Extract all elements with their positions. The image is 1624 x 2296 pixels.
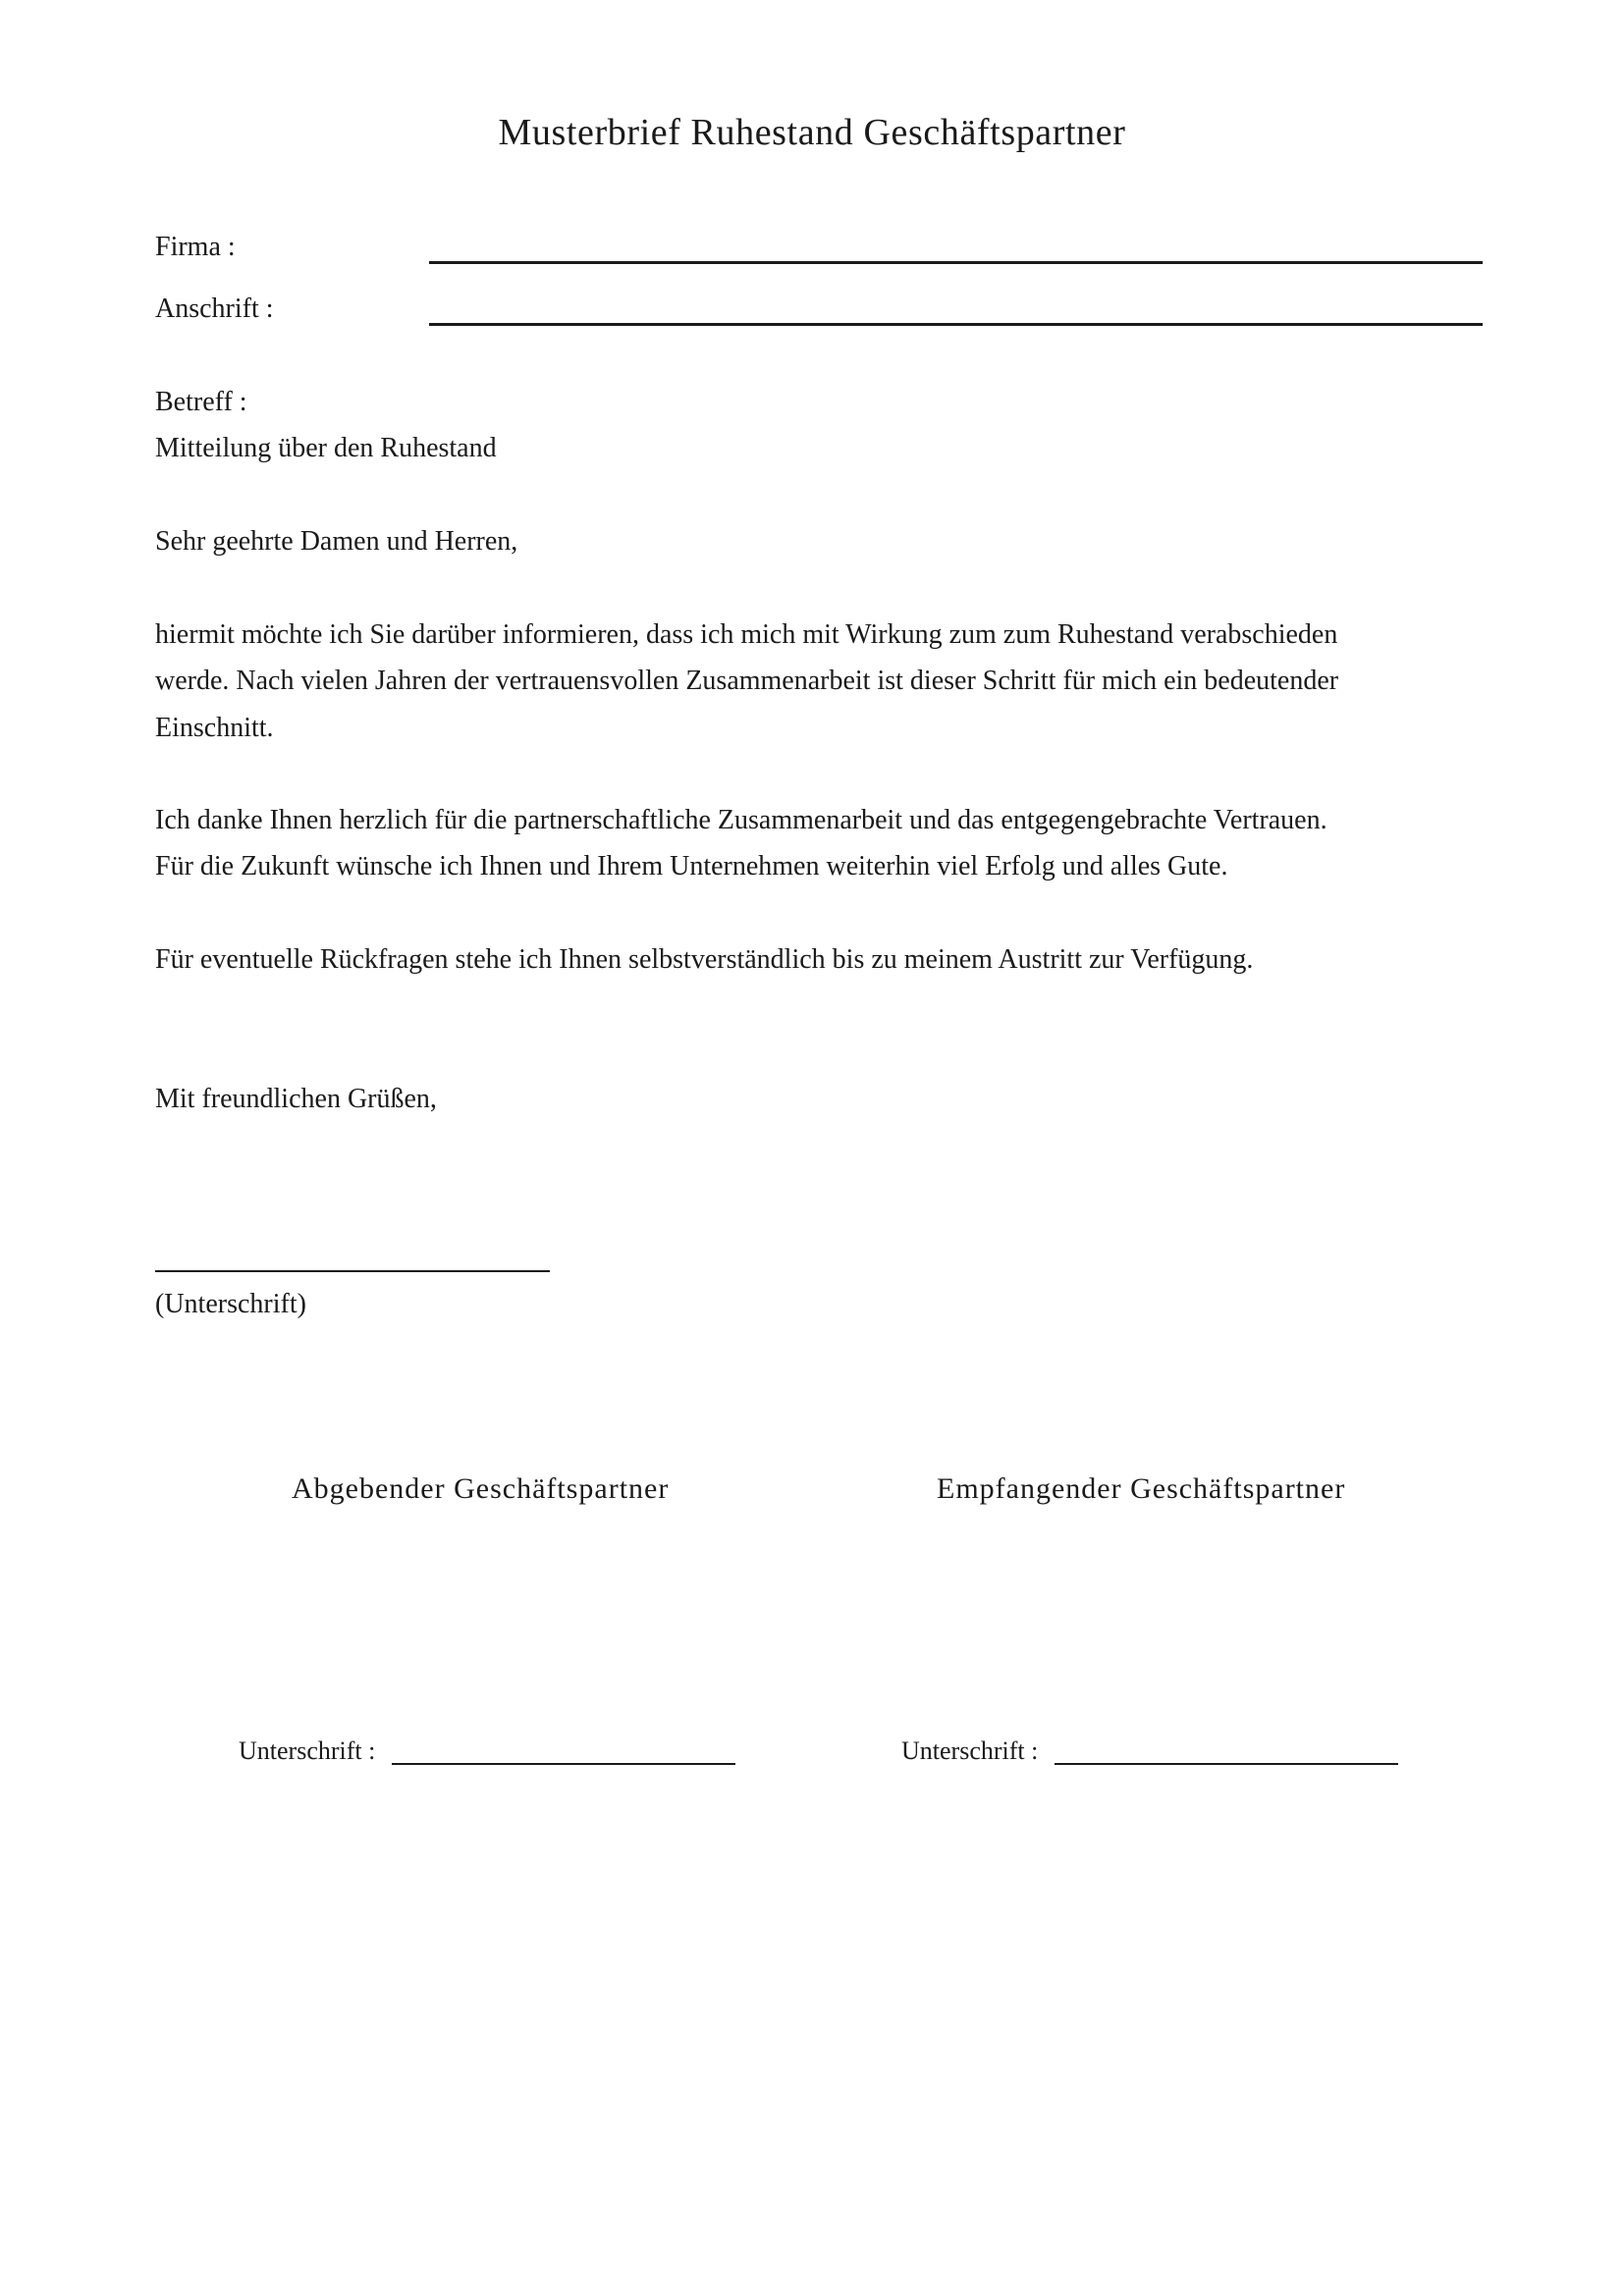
paragraph-2-line: Ich danke Ihnen herzlich für die partnerschaftliche Zusammenarbeit und das entgegengebrachte Vertrauen. xyxy=(155,805,1327,835)
salutation: Sehr geehrte Damen und Herren, xyxy=(155,526,518,557)
right-signature-label: Unterschrift : xyxy=(901,1736,1039,1765)
address-input-line[interactable] xyxy=(429,323,1483,326)
address-label: Anschrift : xyxy=(155,294,274,324)
signature-caption: (Unterschrift) xyxy=(155,1289,306,1319)
paragraph-1-line: hiermit möchte ich Sie darüber informieren, dass ich mich mit Wirkung zum zum Ruhestand verabschieden xyxy=(155,619,1338,650)
subject-label: Betreff : xyxy=(155,387,247,417)
document-title: Musterbrief Ruhestand Geschäftspartner xyxy=(498,112,1126,153)
left-signature-label: Unterschrift : xyxy=(239,1736,376,1765)
company-input-line[interactable] xyxy=(429,261,1483,264)
signature-line[interactable] xyxy=(155,1270,550,1272)
closing: Mit freundlichen Grüßen, xyxy=(155,1084,437,1114)
paragraph-3: Für eventuelle Rückfragen stehe ich Ihnen selbstverständlich bis zu meinem Austritt zur Verfügung. xyxy=(155,944,1254,975)
paragraph-2-line: Für die Zukunft wünsche ich Ihnen und Ihrem Unternehmen weiterhin viel Erfolg und alles Gute. xyxy=(155,851,1228,881)
subject-text: Mitteilung über den Ruhestand xyxy=(155,433,497,463)
right-party-heading: Empfangender Geschäftspartner xyxy=(937,1472,1346,1505)
paragraph-1-line: Einschnitt. xyxy=(155,713,274,743)
left-party-heading: Abgebender Geschäftspartner xyxy=(292,1472,670,1505)
company-label: Firma : xyxy=(155,232,236,262)
right-signature-line[interactable] xyxy=(1055,1763,1398,1765)
left-signature-line[interactable] xyxy=(392,1763,735,1765)
paragraph-1-line: werde. Nach vielen Jahren der vertrauensvollen Zusammenarbeit ist dieser Schritt für mich ein bedeutender xyxy=(155,666,1339,696)
